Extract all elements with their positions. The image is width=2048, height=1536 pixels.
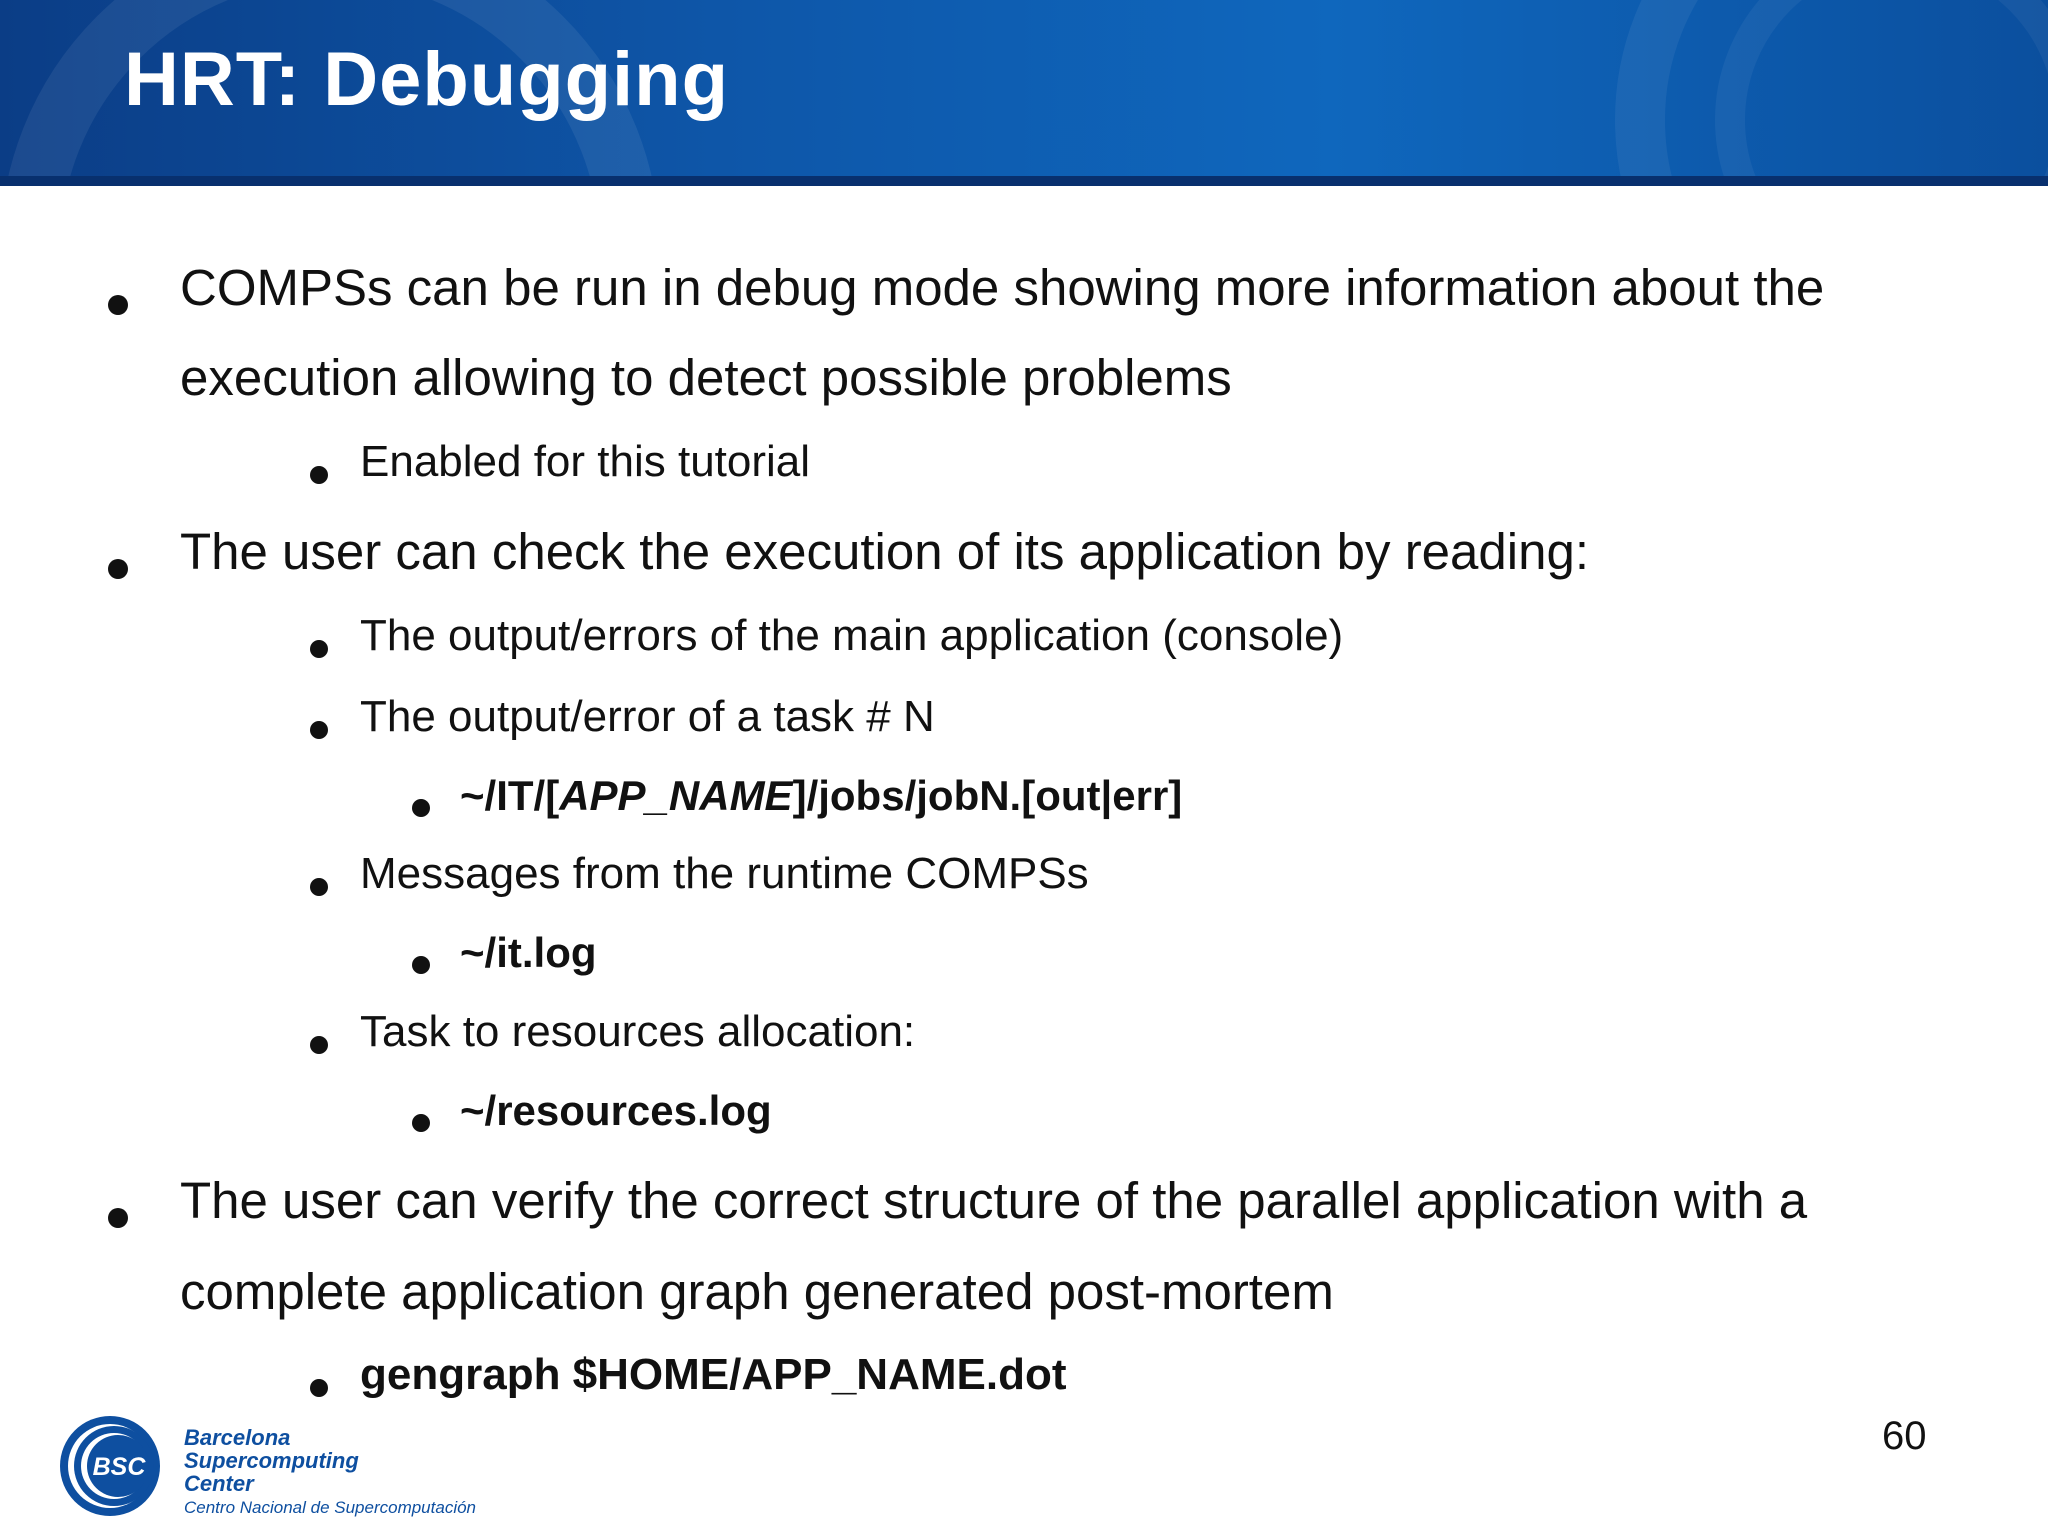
logo-subtitle: Centro Nacional de Supercomputación bbox=[184, 1498, 477, 1517]
path-text: ~/it.log bbox=[460, 929, 597, 976]
logo-line-3: Center bbox=[184, 1471, 254, 1496]
bullet-dot bbox=[412, 1114, 430, 1132]
bullet-dot bbox=[412, 799, 430, 817]
bullet-dot bbox=[108, 559, 128, 579]
bullet-dot bbox=[310, 466, 328, 484]
command-text: gengraph $HOME/APP_NAME.dot bbox=[360, 1350, 1067, 1399]
bullet-text: The user can verify the correct structure of the parallel application with a bbox=[180, 1172, 1808, 1229]
bullet-text: Messages from the runtime COMPSs bbox=[360, 849, 1089, 898]
bullet-text: execution allowing to detect possible problems bbox=[180, 349, 1232, 406]
header-bottom-stripe bbox=[0, 176, 2048, 186]
bullet-text: The output/errors of the main application (console) bbox=[360, 611, 1344, 660]
bullet-dot bbox=[310, 1379, 328, 1397]
bullet-dot bbox=[310, 878, 328, 896]
bullet-text: complete application graph generated post-mortem bbox=[180, 1263, 1334, 1320]
bullet-dot bbox=[310, 721, 328, 739]
bullet-text: The output/error of a task # N bbox=[360, 692, 935, 741]
path-text: ~/resources.log bbox=[460, 1087, 772, 1134]
slide-header bbox=[0, 0, 2048, 186]
page-number: 60 bbox=[1882, 1414, 1927, 1458]
bullet-dot bbox=[108, 1208, 128, 1228]
bullet-dot bbox=[108, 295, 128, 315]
bullet-text: The user can check the execution of its application by reading: bbox=[180, 523, 1589, 580]
path-text: ~/IT/[APP_NAME]/jobs/jobN.[out|err] bbox=[460, 772, 1183, 819]
bullet-dot bbox=[310, 640, 328, 658]
bullet-text: Enabled for this tutorial bbox=[360, 437, 811, 486]
bsc-logo-icon bbox=[48, 1410, 178, 1520]
bullet-dot bbox=[310, 1036, 328, 1054]
bullet-text: COMPSs can be run in debug mode showing more information about the bbox=[180, 259, 1825, 316]
bullet-dot bbox=[412, 956, 430, 974]
slide-title: HRT: Debugging bbox=[124, 37, 730, 122]
logo-line-2: Supercomputing bbox=[184, 1448, 359, 1473]
logo-line-1: Barcelona bbox=[184, 1425, 291, 1450]
bullet-text: Task to resources allocation: bbox=[360, 1007, 916, 1056]
logo-mark-text: BSC bbox=[92, 1453, 146, 1481]
